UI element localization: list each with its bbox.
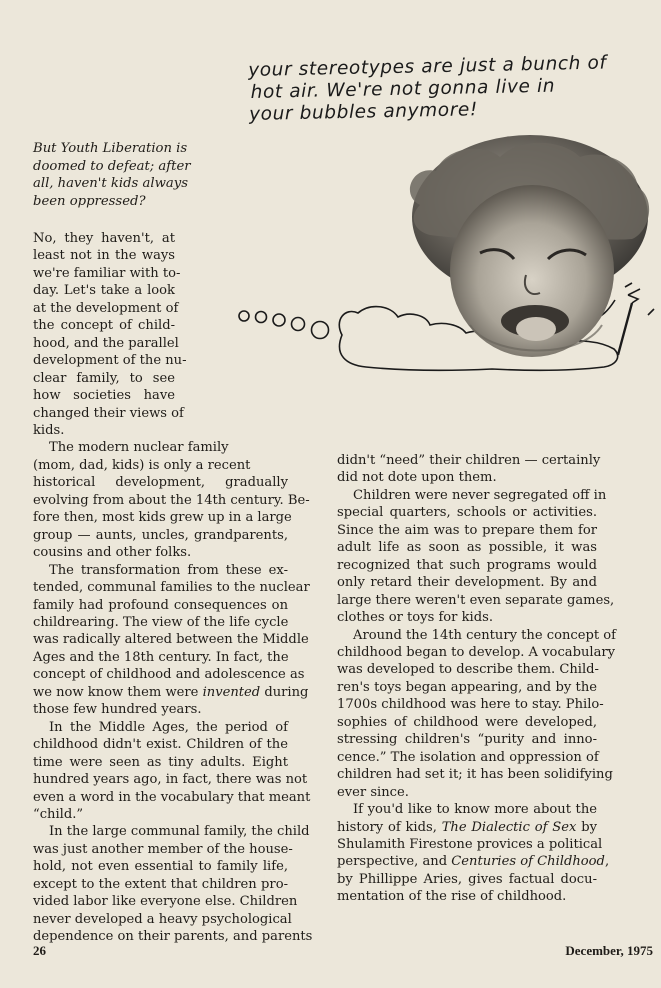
text-line: by Phillippe Aries, gives factual docu-	[337, 871, 597, 887]
intro-line: But Youth Liberation is	[33, 141, 188, 156]
text-line: Ages and the 18th century. In fact, the	[33, 649, 289, 665]
text-line: “child.”	[33, 806, 84, 822]
text-line: dependence on their parents, and parents	[33, 929, 313, 945]
text-line: If you'd like to know more about the	[353, 802, 597, 818]
text-line: the concept of child-	[33, 318, 175, 334]
text-line: Children were never segregated off in	[353, 487, 607, 503]
text-line: never developed a heavy psychological	[33, 911, 292, 927]
left-column	[33, 230, 313, 946]
text-line: group — aunts, uncles, grandparents,	[33, 527, 288, 543]
text-line: childhood began to develop. A vocabulary	[337, 644, 616, 660]
text-line: concept of childhood and adolescence as	[33, 667, 305, 683]
text-line: hundred years ago, in fact, there was not	[33, 772, 308, 788]
text-line: cence.” The isolation and oppression of	[337, 749, 599, 765]
text-line: we're familiar with to-	[33, 265, 181, 281]
text-line: clear family, to see	[33, 370, 175, 386]
text-line: ever since.	[337, 784, 409, 800]
text-line: vided labor like everyone else. Children	[33, 894, 298, 910]
text-line: childrearing. The view of the life cycle	[33, 614, 289, 630]
text-line: even a word in the vocabulary that meant	[33, 789, 311, 805]
text-line: Around the 14th century the concept of	[353, 627, 617, 643]
intro-question	[33, 140, 191, 210]
text-line: how societies have	[33, 388, 175, 404]
text-line: large there weren't even separate games,	[337, 592, 615, 608]
text-line: children had set it; it has been solidifying	[337, 767, 613, 783]
text-line: ren's toys began appearing, and by the	[337, 679, 597, 695]
text-line: In the Middle Ages, the period of	[49, 719, 288, 735]
text-line: fore then, most kids grew up in a large	[33, 510, 292, 526]
text-line: didn't “need” their children — certainly	[337, 453, 601, 468]
child-face-illustration	[230, 135, 660, 395]
text-line: No, they haven't, at	[33, 231, 175, 246]
text-line: only retard their development. By and	[337, 575, 597, 591]
text-line: least not in the ways	[33, 248, 175, 264]
text-line: those few hundred years.	[33, 702, 202, 718]
text-line: (mom, dad, kids) is only a recent	[33, 457, 251, 473]
speech-line: hot air. We're not gonna live in	[250, 75, 556, 103]
text-line: perspective, and Centuries of Childhood,	[337, 854, 610, 870]
text-line: was radically altered between the Middle	[33, 632, 309, 648]
text-line: The modern nuclear family	[49, 440, 229, 456]
text-line: kids.	[33, 422, 65, 438]
intro-line: all, haven't kids always	[33, 176, 188, 191]
page-number: 26	[33, 943, 46, 958]
text-line: mentation of the rise of childhood.	[337, 889, 567, 905]
text-line: In the large communal family, the child	[49, 824, 310, 840]
text-line: at the development of	[33, 300, 179, 316]
text-line: Shulamith Firestone provices a political	[337, 836, 603, 852]
text-line: except to the extent that children pro-	[33, 876, 288, 892]
text-line: did not dote upon them.	[337, 470, 497, 486]
text-line: stressing children's “purity and inno-	[337, 732, 597, 748]
text-line: hold, not even essential to family life,	[33, 859, 288, 875]
speech-line: your bubbles anymore!	[248, 99, 479, 125]
text-line: adult life as soon as possible, it was	[337, 540, 597, 556]
text-line: was just another member of the house-	[33, 841, 293, 857]
text-line: tended, communal families to the nuclear	[33, 580, 310, 596]
text-line: sophies of childhood were developed,	[337, 714, 597, 730]
text-line: was developed to describe them. Child-	[337, 662, 599, 678]
text-line: we now know them were invented during	[33, 684, 309, 700]
text-line: special quarters, schools or activities.	[337, 505, 597, 521]
text-line: evolving from about the 14th century. Be-	[33, 492, 310, 508]
text-line: historical development, gradually	[33, 475, 288, 491]
intro-line: been oppressed?	[33, 193, 146, 209]
text-line: recognized that such programs would	[337, 557, 597, 573]
intro-line: doomed to defeat; after	[33, 158, 191, 174]
text-line: day. Let's take a look	[33, 283, 175, 299]
issue-date: December, 1975	[565, 943, 653, 958]
right-column	[337, 452, 617, 906]
text-line: hood, and the parallel	[33, 335, 179, 351]
text-line: history of kids, The Dialectic of Sex by	[337, 819, 597, 835]
text-line: time were seen as tiny adults. Eight	[33, 754, 288, 770]
text-line: The transformation from these ex-	[49, 562, 288, 578]
text-line: cousins and other folks.	[33, 545, 192, 561]
speech-bubble-text	[248, 52, 649, 126]
text-line: development of the nu-	[33, 353, 187, 369]
text-line: clothes or toys for kids.	[337, 610, 493, 626]
text-line: family had profound consequences on	[33, 597, 288, 613]
text-line: childhood didn't exist. Children of the	[33, 737, 288, 753]
text-line: 1700s childhood was here to stay. Philo-	[337, 697, 604, 713]
text-line: Since the aim was to prepare them for	[337, 522, 597, 538]
text-line: changed their views of	[33, 405, 184, 421]
speech-line: your stereotypes are just a bunch of	[248, 52, 607, 81]
